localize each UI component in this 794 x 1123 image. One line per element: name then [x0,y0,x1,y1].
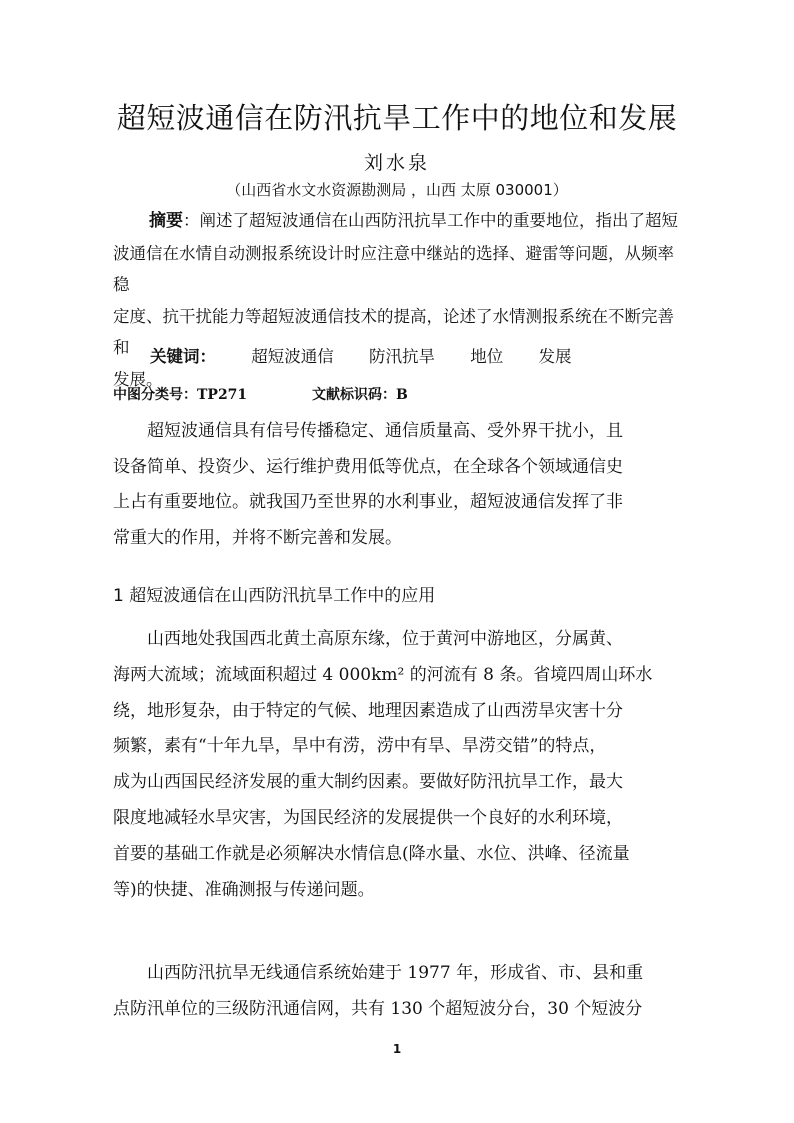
text-line: 常重大的作用，并将不断完善和发展。 [113,527,402,548]
text-line: 成为山西国民经济发展的重大制约因素。要做好防汛抗旱工作，最大 [113,772,623,793]
text-line: 绕，地形复杂，由于特定的气候、地理因素造成了山西涝旱灾害十分 [113,700,623,721]
abstract-line: 波通信在水情自动测报系统设计时应注意中继站的选择、避雷等问题，从频率稳 [113,243,674,294]
section-heading: 1 超短波通信在山西防汛抗旱工作中的应用 [113,586,436,606]
intro-paragraph [113,414,683,556]
text-line: 山西防汛抗旱无线通信系统始建于 1977 年，形成省、市、县和重 [147,963,644,983]
clc-number: 中图分类号：TP271 [113,387,248,403]
text-line: 山西地处我国西北黄土高原东缘，位于黄河中游地区，分属黄、 [147,629,623,649]
text-line: 设备简单、投资少、运行维护费用低等优点，在全球各个领域通信史 [113,456,623,477]
text-line: 限度地减轻水旱灾害，为国民经济的发展提供一个良好的水利环境， [113,807,623,828]
text-line: 频繁，素有“十年九旱，旱中有涝，涝中有旱、旱涝交错”的特点， [113,736,607,757]
author-affiliation: （山西省水文水资源勘测局 ，山西 太原 030001） [226,181,568,199]
paper-title: 超短波通信在防汛抗旱工作中的地位和发展 [116,101,678,135]
document-code: 文献标识码：B [312,387,408,403]
keyword: 发展 [538,347,572,366]
text-line: 等)的快捷、准确测报与传递问题。 [113,879,375,900]
author-name: 刘水泉 [363,152,430,174]
keyword: 防汛抗旱 [369,347,435,366]
text-line: 超短波通信具有信号传播稳定、通信质量高、受外界干扰小，且 [147,421,623,441]
page-number: 1 [392,1042,402,1056]
abstract-line: 定度、抗干扰能力等超短波通信技术的提高，论述了水情测报系统在不断完善和 [113,306,674,357]
abstract-line: ：阐述了超短波通信在山西防汛抗旱工作中的重要地位，指出了超短 [183,211,678,230]
abstract-label: 摘要 [149,211,183,231]
keywords-label: 关键词： [150,347,216,366]
text-line: 首要的基础工作就是必须解决水情信息(降水量、水位、洪峰、径流量 [113,843,630,864]
keywords [150,343,572,367]
body-paragraph [113,956,683,1028]
body-paragraph [113,622,683,908]
abstract-line: 发展。 [113,369,163,389]
text-line: 海两大流域；流域面积超过 4 000km² 的河流有 8 条。省境四周山环水 [113,664,653,685]
classification-line [113,384,408,404]
keyword: 超短波通信 [251,347,334,366]
text-line: 点防汛单位的三级防汛通信网，共有 130 个超短波分台，30 个短波分 [113,998,643,1019]
keyword: 地位 [470,347,504,366]
text-line: 上占有重要地位。就我国乃至世界的水利事业，超短波通信发挥了非 [113,492,623,512]
